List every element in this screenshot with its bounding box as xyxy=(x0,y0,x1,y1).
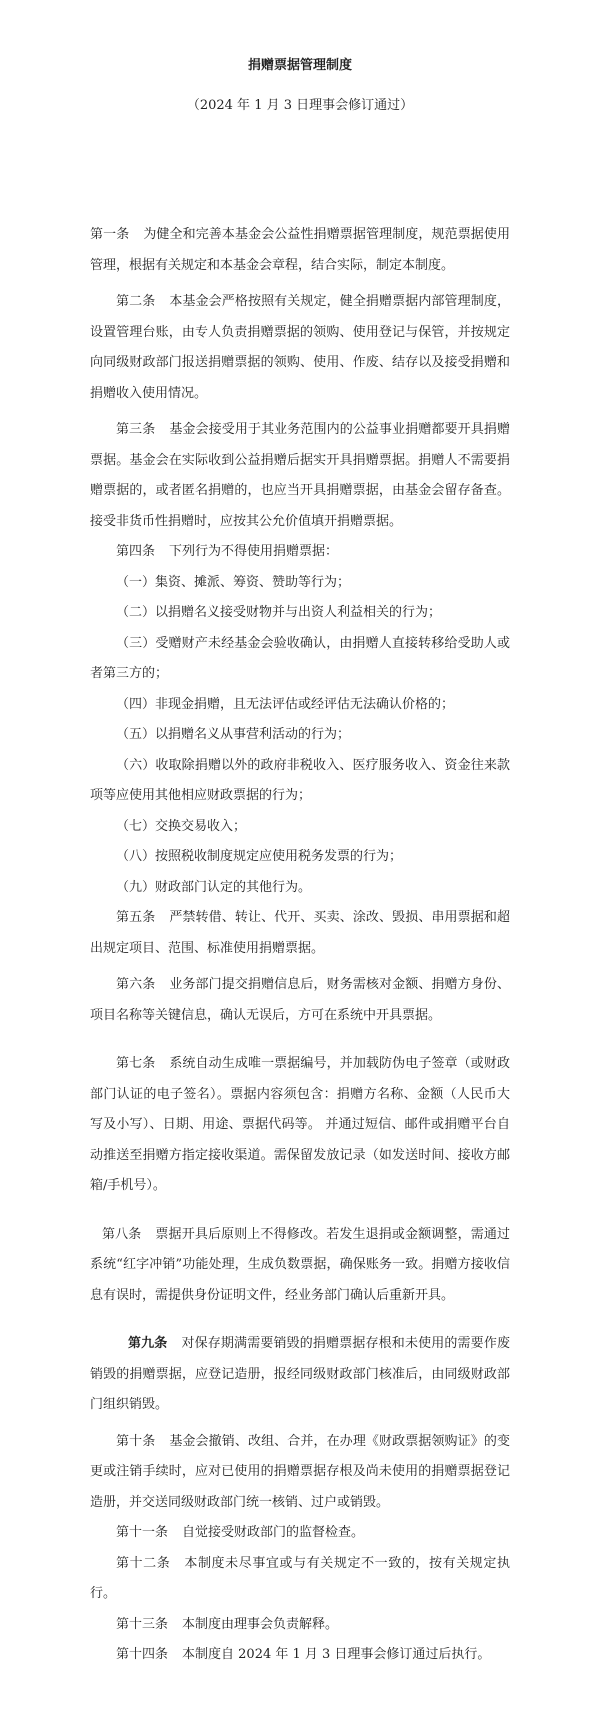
article-10-label: 第十条 xyxy=(116,1433,156,1449)
article-9-text: 对保存期满需要销毁的捐赠票据存根和未使用的需要作废销毁的捐赠票据，应登记造册，报经同级财政部门核准后，由同级财政部门组织销毁。 xyxy=(90,1336,510,1412)
article-6-text: 业务部门提交捐赠信息后，财务需核对金额、捐赠方身份、项目名称等关键信息，确认无误后，方可在系统中开具票据。 xyxy=(90,977,510,1023)
article-7-label: 第七条 xyxy=(116,1056,156,1071)
article-5-label: 第五条 xyxy=(116,910,156,925)
article-2-label: 第二条 xyxy=(116,294,156,309)
article-2-text: 本基金会严格按照有关规定，健全捐赠票据内部管理制度，设置管理台账，由专人负责捐赠票据的领购、使用登记与保管，并按规定向同级财政部门报送捐赠票据的领购、使用、作废、结存以及接受捐赠和捐赠收入使用情况。 xyxy=(90,294,510,401)
article-4-item-8: （八）按照税收制度规定应使用税务发票的行为； xyxy=(116,849,403,864)
article-4-item-6: （六）收取除捐赠以外的政府非税收入、医疗服务收入、资金往来款项等应使用其他相应财政票据的行为； xyxy=(90,757,510,803)
article-8-label: 第八条 xyxy=(102,1226,142,1242)
article-9-label: 第九条 xyxy=(128,1336,168,1351)
article-8 xyxy=(90,1220,510,1312)
article-14 xyxy=(90,1640,510,1671)
article-4-item-5: （五）以捐赠名义从事营利活动的行为； xyxy=(116,727,351,742)
article-4-item-7: （七）交换交易收入； xyxy=(116,818,247,834)
article-6-label: 第六条 xyxy=(116,977,156,992)
article-9 xyxy=(90,1329,510,1421)
article-1-label: 第一条 xyxy=(90,227,130,242)
article-7-text: 系统自动生成唯一票据编号，并加载防伪电子签章（或财政部门认证的电子签名）。票据内容须包含：捐赠方名称、金额（人民币大写及小写）、日期、用途、票据代码等。 并通过短信、邮件或捐赠平台自动推送至捐赠方指定接收渠道。需保留发放记录（如发送时间、接收方邮箱/手机号）。 xyxy=(90,1056,510,1193)
article-7 xyxy=(90,1049,510,1202)
article-3 xyxy=(90,415,510,537)
article-10 xyxy=(90,1427,510,1519)
article-4-item-9: （九）财政部门认定的其他行为。 xyxy=(116,879,312,895)
article-4 xyxy=(90,537,510,568)
article-3-text: 基金会接受用于其业务范围内的公益事业捐赠都要开具捐赠票据。基金会在实际收到公益捐赠后据实开具捐赠票据。捐赠人不需要捐赠票据的，或者匿名捐赠的，也应当开具捐赠票据，由基金会留存备查。接受非货币性捐赠时，应按其公允价值填开捐赠票据。 xyxy=(90,422,510,529)
article-4-item-1: （一）集资、摊派、筹资、赞助等行为； xyxy=(116,574,351,590)
article-14-text: 本制度自 2024 年 1 月 3 日理事会修订通过后执行。 xyxy=(182,1647,491,1662)
article-10-text: 基金会撤销、改组、合并，在办理《财政票据领购证》的变更或注销手续时，应对已使用的捐赠票据存根及尚未使用的捐赠票据登记造册，并交送同级财政部门统一核销、过户或销毁。 xyxy=(90,1433,510,1510)
article-12 xyxy=(90,1549,510,1610)
article-5-text: 严禁转借、转让、代开、买卖、涂改、毁损、串用票据和超出规定项目、范围、标准使用捐赠票据。 xyxy=(90,910,510,956)
article-11-text: 自觉接受财政部门的监督检查。 xyxy=(182,1525,365,1540)
article-13 xyxy=(90,1610,510,1641)
article-11-label: 第十一条 xyxy=(116,1525,169,1540)
article-13-text: 本制度由理事会负责解释。 xyxy=(182,1616,339,1632)
article-12-label: 第十二条 xyxy=(116,1555,171,1571)
article-3-label: 第三条 xyxy=(116,422,156,437)
article-14-label: 第十四条 xyxy=(116,1647,169,1662)
article-5 xyxy=(90,903,510,964)
article-2 xyxy=(90,287,510,409)
article-4-item-3: （三）受赠财产未经基金会验收确认，由捐赠人直接转移给受助人或者第三方的； xyxy=(90,635,510,681)
article-8-text: 票据开具后原则上不得修改。若发生退捐或金额调整，需通过系统“红字冲销”功能处理，生成负数票据，确保账务一致。捐赠方接收信息有误时，需提供身份证明文件，经业务部门确认后重新开具。 xyxy=(90,1226,510,1303)
article-12-text: 本制度未尽事宜或与有关规定不一致的，按有关规定执行。 xyxy=(90,1555,510,1601)
article-4-text: 下列行为不得使用捐赠票据： xyxy=(169,544,339,559)
article-4-item-2: （二）以捐赠名义接受财物并与出资人利益相关的行为； xyxy=(116,605,442,620)
document-title: 捐赠票据管理制度 xyxy=(247,58,352,73)
article-1 xyxy=(90,220,510,281)
article-1-text: 为健全和完善本基金会公益性捐赠票据管理制度，规范票据使用管理，根据有关规定和本基金会章程，结合实际，制定本制度。 xyxy=(90,227,510,273)
article-4-label: 第四条 xyxy=(116,544,156,559)
article-11 xyxy=(90,1518,510,1549)
document-subtitle: （2024 年 1 月 3 日理事会修订通过） xyxy=(186,98,414,113)
article-13-label: 第十三条 xyxy=(116,1616,169,1632)
article-4-item-4: （四）非现金捐赠，且无法评估或经评估无法确认价格的； xyxy=(116,696,455,712)
article-6 xyxy=(90,970,510,1031)
